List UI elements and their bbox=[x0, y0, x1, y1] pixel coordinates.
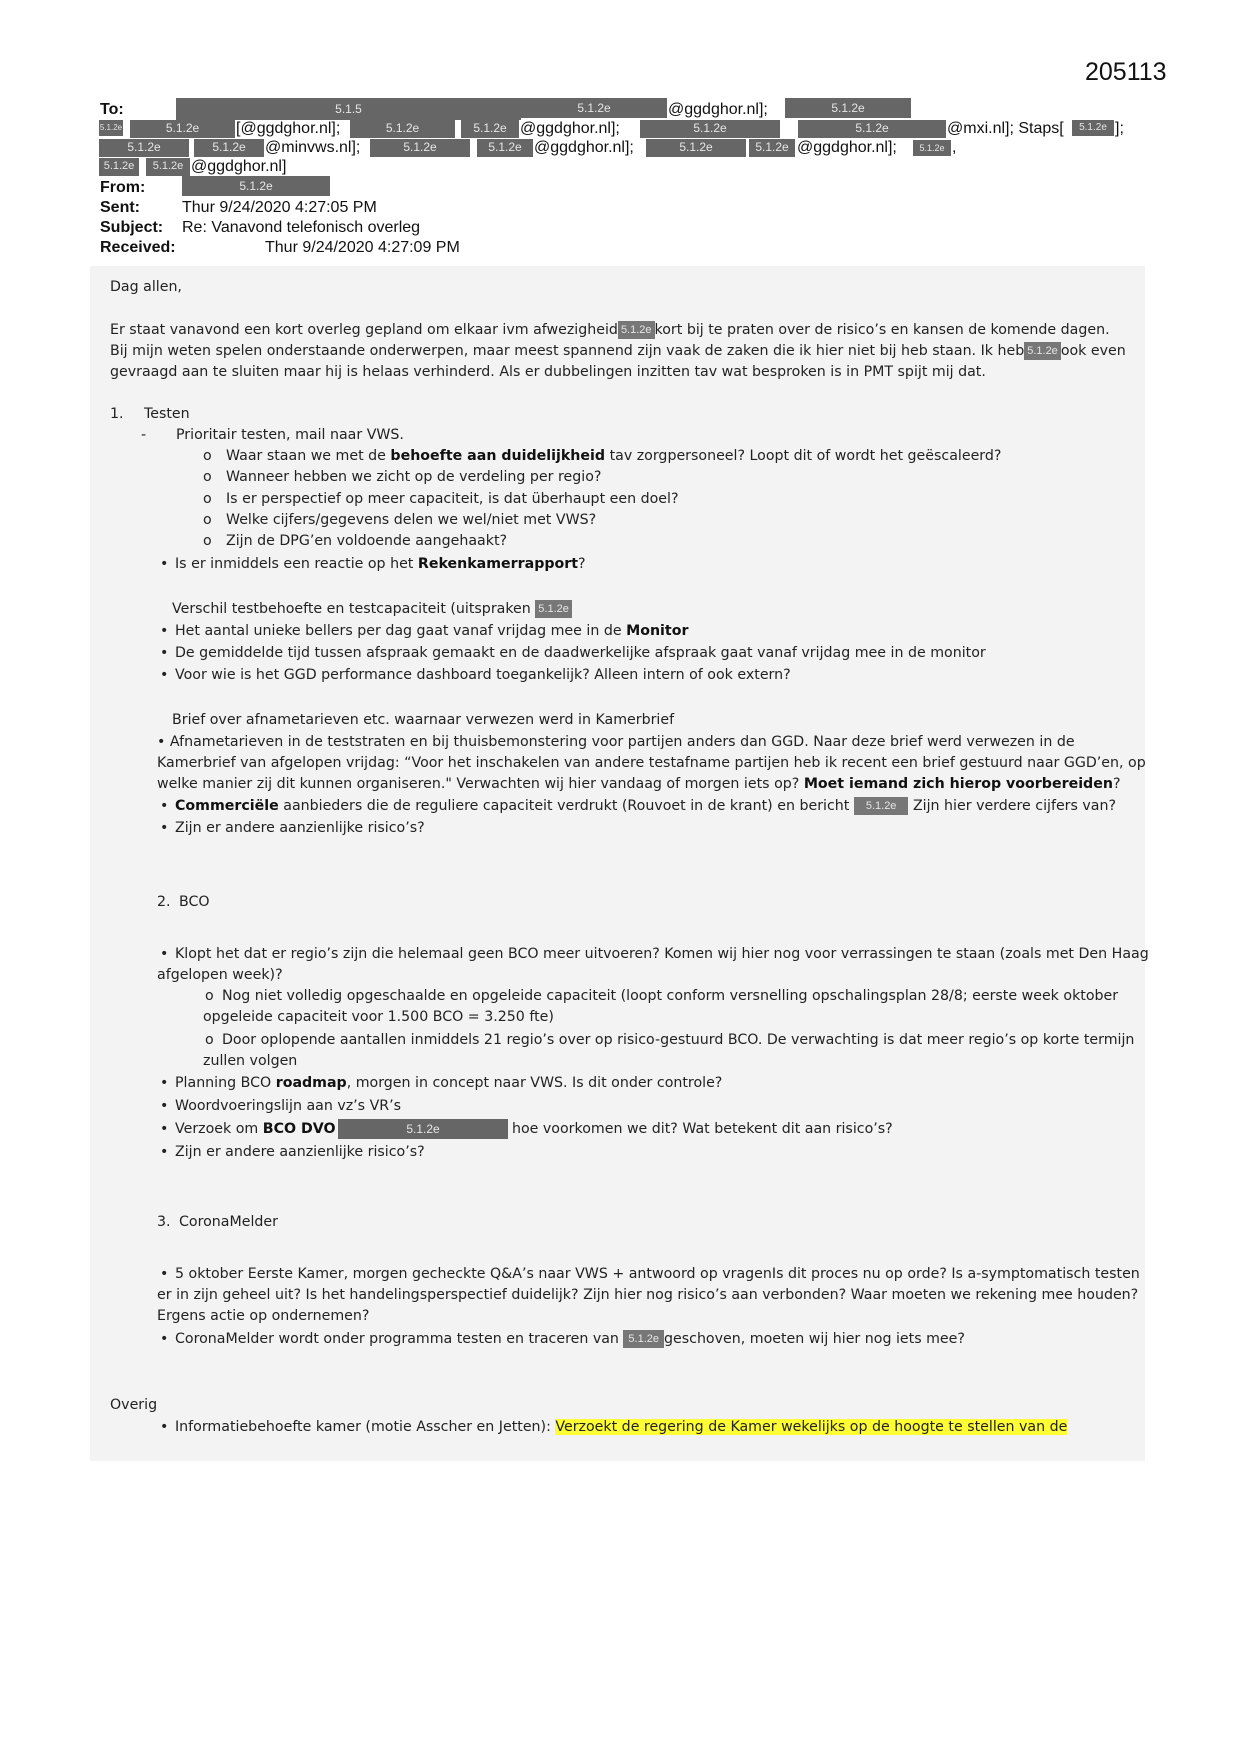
redaction-block: 5.1.2e bbox=[99, 120, 123, 136]
bullet: • bbox=[160, 798, 169, 814]
redaction-block: 5.1.2e bbox=[338, 1119, 508, 1139]
list-item: Zijn de DPG’en voldoende aangehaakt? bbox=[226, 533, 508, 549]
to-text: @ggdghor.nl]; bbox=[534, 139, 634, 156]
list-item-continuation: Ergens actie op ondernemen? bbox=[157, 1308, 370, 1324]
circle-bullet: o bbox=[205, 1032, 214, 1048]
to-text: [@ggdghor.nl]; bbox=[236, 120, 341, 137]
to-text: @ggdghor.nl] bbox=[191, 158, 287, 175]
redaction-block: 5.1.2e bbox=[785, 98, 911, 118]
section-title: Overig bbox=[110, 1397, 158, 1413]
section-number: 1. bbox=[110, 406, 124, 422]
redaction-block: 5.1.2e bbox=[194, 139, 264, 157]
subheading: Brief over afnametarieven etc. waarnaar verwezen werd in Kamerbrief bbox=[172, 712, 675, 728]
dash-bullet: - bbox=[141, 427, 147, 443]
redaction-block: 5.1.2e bbox=[350, 120, 455, 138]
section-title: Testen bbox=[144, 406, 190, 422]
bullet: • bbox=[160, 1075, 169, 1091]
list-item: Woordvoeringslijn aan vz’s VR’s bbox=[175, 1098, 402, 1114]
circle-bullet: o bbox=[203, 533, 212, 549]
to-text: @ggdghor.nl]; bbox=[520, 120, 620, 137]
greeting: Dag allen, bbox=[110, 279, 182, 295]
list-item: Informatiebehoefte kamer (motie Asscher en Jetten): Verzoekt de regering de Kamer wekelijks op de hoogte te stellen van de bbox=[175, 1419, 1068, 1435]
list-item: Is er perspectief op meer capaciteit, is dat überhaupt een doel? bbox=[226, 491, 679, 507]
redaction-block: 5.1.2e bbox=[1024, 342, 1061, 360]
list-item-continuation: er in zijn geheel uit? Is het handelingsperspectief duidelijk? Zijn hier nog risico’s aan verbonden? Waar moeten we rekening mee houden? bbox=[157, 1287, 1139, 1303]
list-item-continuation: opgeleide capaciteit voor 1.500 BCO = 3.250 fte) bbox=[203, 1009, 554, 1025]
redaction-block: 5.1.2e bbox=[749, 139, 795, 157]
list-item: Prioritair testen, mail naar VWS. bbox=[176, 427, 404, 443]
bullet: • bbox=[160, 645, 169, 661]
to-text: ]; bbox=[1115, 120, 1124, 137]
section-title: CoronaMelder bbox=[179, 1214, 278, 1230]
redaction-block: 5.1.5 bbox=[176, 98, 521, 120]
bullet: • bbox=[160, 1144, 169, 1160]
to-text: @ggdghor.nl]; bbox=[797, 139, 897, 156]
list-item-continuation: afgelopen week)? bbox=[157, 967, 283, 983]
list-item: • Afnametarieven in de teststraten en bij thuisbemonstering voor partijen anders dan GGD. Naar deze brief werd verwezen in de bbox=[157, 734, 1075, 750]
bullet: • bbox=[160, 556, 169, 572]
received-label: Received: bbox=[100, 239, 176, 256]
document-number: 205113 bbox=[1085, 58, 1167, 86]
highlighted-text: Verzoekt de regering de Kamer wekelijks op de hoogte te stellen van de bbox=[555, 1419, 1068, 1435]
bullet: • bbox=[160, 1098, 169, 1114]
redaction-block: 5.1.2e bbox=[623, 1330, 664, 1348]
bullet: • bbox=[160, 1266, 169, 1282]
bullet: • bbox=[160, 667, 169, 683]
bullet: • bbox=[160, 820, 169, 836]
list-item: Nog niet volledig opgeschaalde en opgeleide capaciteit (loopt conform versnelling opschalingsplan 28/8; eerste week oktober bbox=[222, 988, 1119, 1004]
list-item: Verzoek om BCO DVO bbox=[175, 1121, 336, 1137]
list-item: Door oplopende aantallen inmiddels 21 regio’s over op risico-gestuurd BCO. De verwachting is dat meer regio’s op korte termijn bbox=[222, 1032, 1135, 1048]
list-item: Zijn er andere aanzienlijke risico’s? bbox=[175, 1144, 425, 1160]
redaction-block: 5.1.2e bbox=[618, 321, 655, 339]
redaction-block: 5.1.2e bbox=[640, 120, 780, 138]
redaction-block: 5.1.2e bbox=[99, 139, 189, 157]
redaction-block: 5.1.2e bbox=[646, 139, 746, 157]
bullet: • bbox=[160, 1419, 169, 1435]
circle-bullet: o bbox=[203, 448, 212, 464]
list-item: Planning BCO roadmap, morgen in concept naar VWS. Is dit onder controle? bbox=[175, 1075, 723, 1091]
sent-value: Thur 9/24/2020 4:27:05 PM bbox=[182, 199, 377, 216]
list-item: Welke cijfers/gegevens delen we wel/niet met VWS? bbox=[226, 512, 597, 528]
to-text: @minvws.nl]; bbox=[265, 139, 361, 156]
redaction-block: 5.1.2e bbox=[1072, 120, 1114, 136]
list-item: Wanneer hebben we zicht op de verdeling per regio? bbox=[226, 469, 602, 485]
list-item: Commerciële aanbieders die de reguliere capaciteit verdrukt (Rouvoet in de krant) en bericht 5.1.2e Zijn hier verdere cijfers van? bbox=[175, 798, 1117, 814]
bullet: • bbox=[160, 1331, 169, 1347]
redaction-block: 5.1.2e bbox=[182, 176, 330, 196]
to-text: @ggdghor.nl]; bbox=[668, 101, 768, 118]
redaction-block: 5.1.2e bbox=[521, 98, 667, 118]
redaction-block: 5.1.2e bbox=[477, 139, 533, 157]
redaction-block: 5.1.2e bbox=[461, 120, 519, 138]
redaction-block: 5.1.2e bbox=[798, 120, 946, 138]
subheading: Verschil testbehoefte en testcapaciteit (uitspraken 5.1.2e bbox=[172, 599, 572, 619]
subject-value: Re: Vanavond telefonisch overleg bbox=[182, 219, 421, 236]
list-item: Waar staan we met de behoefte aan duidelijkheid tav zorgpersoneel? Loopt dit of wordt het geëscaleerd? bbox=[226, 448, 1002, 464]
redaction-block: 5.1.2e bbox=[99, 158, 139, 176]
bullet: • bbox=[160, 623, 169, 639]
redaction-block: 5.1.2e bbox=[854, 797, 909, 815]
list-item-continuation: Kamerbrief van afgelopen vrijdag: “Voor het inschakelen van andere testafname partijen heb ik recent een brief gestuurd naar GGD’en, op bbox=[157, 755, 1146, 771]
list-item: Is er inmiddels een reactie op het Rekenkamerrapport? bbox=[175, 556, 586, 572]
bullet: • bbox=[160, 946, 169, 962]
section-number: 3. bbox=[157, 1214, 171, 1230]
received-value: Thur 9/24/2020 4:27:09 PM bbox=[265, 239, 460, 256]
list-item: Het aantal unieke bellers per dag gaat vanaf vrijdag mee in de Monitor bbox=[175, 623, 689, 639]
circle-bullet: o bbox=[203, 512, 212, 528]
redaction-block: 5.1.2e bbox=[370, 139, 470, 157]
list-item-continuation: hoe voorkomen we dit? Wat betekent dit aan risico’s? bbox=[512, 1121, 893, 1137]
circle-bullet: o bbox=[203, 469, 212, 485]
list-item-continuation: welke manier zij dit kunnen organiseren." Verwachten wij hier vandaag of morgen iets op? Moet iemand zich hierop voorbereiden? bbox=[157, 776, 1121, 792]
redaction-block: 5.1.2e bbox=[146, 158, 190, 176]
section-title: BCO bbox=[179, 894, 210, 910]
list-item: Voor wie is het GGD performance dashboard toegankelijk? Alleen intern of ook extern? bbox=[175, 667, 791, 683]
paragraph-line: Er staat vanavond een kort overleg gepland om elkaar ivm afwezigheid 5.1.2e kort bij te praten over de risico’s en kansen de komende dagen. bbox=[110, 322, 1110, 338]
subject-label: Subject: bbox=[100, 219, 164, 236]
list-item-continuation: zullen volgen bbox=[203, 1053, 298, 1069]
to-text: , bbox=[952, 139, 957, 156]
redaction-block: 5.1.2e bbox=[535, 600, 572, 618]
list-item: 5 oktober Eerste Kamer, morgen gecheckte Q&A’s naar VWS + antwoord op vragenIs dit proces nu op orde? Is a-symptomatisch testen bbox=[175, 1266, 1140, 1282]
to-text: @mxi.nl]; Staps[ bbox=[947, 120, 1064, 137]
section-number: 2. bbox=[157, 894, 171, 910]
paragraph-line: gevraagd aan te sluiten maar hij is helaas verhinderd. Als er dubbelingen inzitten tav wat besproken is in PMT spijt mij dat. bbox=[110, 364, 986, 380]
to-label: To: bbox=[100, 101, 124, 118]
bullet: • bbox=[160, 1121, 169, 1137]
circle-bullet: o bbox=[205, 988, 214, 1004]
circle-bullet: o bbox=[203, 491, 212, 507]
redaction-block: 5.1.2e bbox=[913, 140, 951, 156]
list-item: Klopt het dat er regio’s zijn die helemaal geen BCO meer uitvoeren? Komen wij hier nog voor verrassingen te staan (zoals met Den Haag bbox=[175, 946, 1149, 962]
to-line-1 bbox=[100, 100, 124, 120]
list-item: CoronaMelder wordt onder programma testen en traceren van 5.1.2e geschoven, moeten wij hier nog iets mee? bbox=[175, 1331, 965, 1347]
sent-label: Sent: bbox=[100, 199, 140, 216]
list-item: Zijn er andere aanzienlijke risico’s? bbox=[175, 820, 425, 836]
list-item: De gemiddelde tijd tussen afspraak gemaakt en de daadwerkelijke afspraak gaat vanaf vrijdag mee in de monitor bbox=[175, 645, 986, 661]
redaction-block: 5.1.2e bbox=[130, 120, 235, 138]
from-label: From: bbox=[100, 179, 146, 196]
paragraph-line: Bij mijn weten spelen onderstaande onderwerpen, maar meest spannend zijn vaak de zaken die ik hier niet bij heb staan. Ik heb 5.1.2e ook even bbox=[110, 343, 1126, 359]
